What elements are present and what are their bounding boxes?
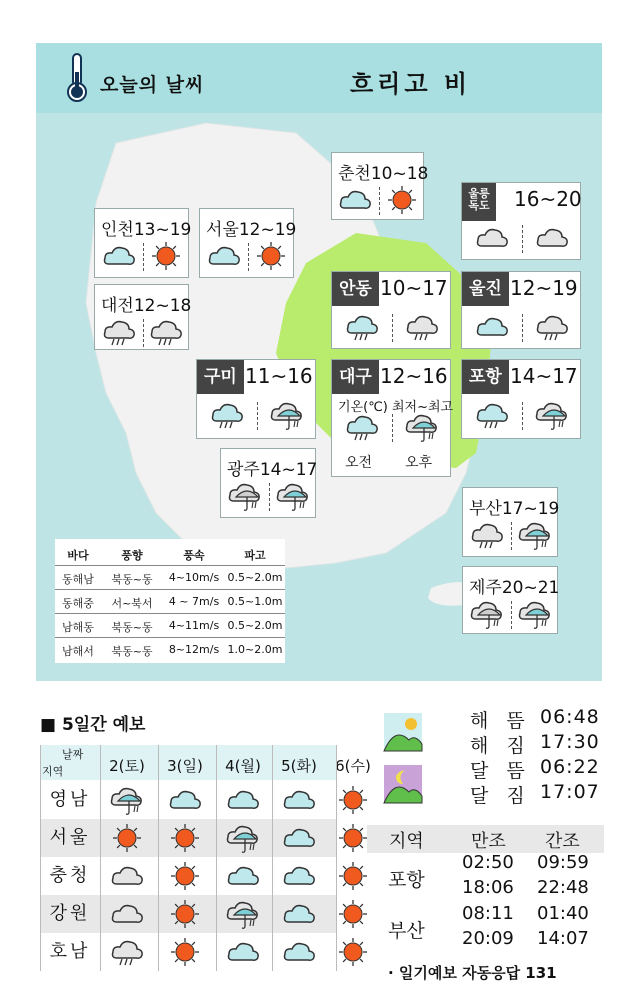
cloud-rain-gray-icon [102,317,136,347]
umbrella-icon [518,599,552,629]
city-card-pohang [461,359,581,439]
tide-header-cell: 지역 [389,831,424,852]
divider [392,314,393,342]
astro-time: 17:30 [540,731,600,753]
cloud-rain-gray-icon [110,937,144,967]
city-card-busan [462,487,558,557]
region-name: 충청 [49,865,91,886]
umbrella-icon [535,400,569,430]
forecast-day: 3(일) [167,757,203,775]
forecast-row [40,819,336,857]
cloud-rain-icon [345,312,379,342]
forecast-row [40,781,336,819]
umbrella-icon [405,412,439,442]
city-name-temp [206,215,296,240]
cloud-icon [475,312,509,342]
page-title: 오늘의 날씨 [100,74,205,96]
divider [269,483,270,511]
sea-cell: 1.0~2.0m [227,643,283,656]
sea-header-cell: 풍속 [183,549,205,562]
city-name: 부산 [469,499,502,519]
sea-cell: 남해서 [62,645,94,658]
city-card-gwangju [220,448,316,518]
sun-icon [168,861,202,891]
umbrella-icon [276,481,310,511]
cloud-rain-gray-icon [470,520,504,550]
city-temp: 12~18 [133,296,192,316]
astro-label: 달 짐 [470,785,531,807]
sea-cell: 4 ~ 7m/s [168,595,220,608]
sun-icon [110,823,144,853]
sea-header-cell: 파고 [244,549,266,562]
city-temp: 14~17 [510,364,578,388]
tide-region: 포항 [388,869,425,891]
astro-time: 17:07 [540,781,600,803]
cloud-gray-icon [110,861,144,891]
tide-high: 02:50 [462,852,514,873]
region-name: 강원 [49,903,91,924]
sun-icon [168,823,202,853]
cloud-gray-icon [110,899,144,929]
grid-line [216,745,217,971]
sea-cell: 북동~동 [111,621,153,634]
sea-cell: 0.5~2.0m [227,571,283,584]
city-card-daegu [331,359,454,477]
city-temp: 12~19 [238,220,297,240]
divider [511,522,512,550]
divider [379,187,380,215]
cloud-icon [282,937,316,967]
city-card-gumi [196,359,316,439]
sea-cell: 남해동 [62,621,94,634]
city-name-temp [101,215,191,240]
city-card-uljin [461,271,581,349]
tide-high: 18:06 [462,877,514,898]
city-name-label: 포항 [462,360,509,394]
city-name: 제주 [469,578,502,598]
city-temp: 12~19 [510,276,578,300]
city-temp: 16~20 [514,187,582,211]
city-temp: 10~17 [380,276,448,300]
cloud-icon [226,861,260,891]
forecast-title: ■ 5일간 예보 [40,715,146,735]
cloud-rain-icon [345,412,379,442]
city-card-daejeon [94,284,192,350]
astro-label: 달 뜸 [470,760,531,782]
sea-row-divider [55,637,285,638]
divider [143,319,144,347]
footer-hotline: · 일기예보 자동응답 131 [388,964,557,982]
sea-cell: 4~11m/s [168,619,220,632]
umbrella-icon [226,823,260,853]
city-card-incheon [94,208,192,278]
tide-header-cell: 간조 [545,831,580,852]
divider [522,402,523,430]
umbrella-icon [226,899,260,929]
cloud-gray-icon [535,223,569,253]
tide-low: 09:59 [537,852,589,873]
city-name: 서울 [206,220,239,240]
cloud-icon [338,185,372,215]
grid-line [158,745,159,971]
sea-cell: 0.5~2.0m [227,619,283,632]
city-temp: 11~16 [245,364,313,388]
sea-row-divider [55,613,285,614]
sea-row-divider [55,565,285,566]
thermometer-icon [64,52,90,104]
cloud-rain-gray-icon [535,312,569,342]
forecast-day: 5(화) [281,757,317,775]
sea-row-divider [55,589,285,590]
region-name: 서울 [49,827,91,848]
cloud-icon [282,899,316,929]
sea-cell: 8~12m/s [168,643,220,656]
sun-icon [336,823,370,853]
sun-icon [254,241,288,271]
cloud-icon [226,937,260,967]
sea-table [55,539,285,663]
city-card-ulleung [461,182,581,260]
forecast-row [40,933,336,971]
sea-cell: 0.5~1.0m [227,595,283,608]
divider [522,314,523,342]
forecast-day: 2(토) [109,757,145,775]
sea-cell: 북동~동 [111,573,153,586]
sun-icon [336,861,370,891]
pm-label: 오후 [405,455,433,471]
city-card-andong [331,271,451,349]
city-name-temp [469,573,559,598]
grid-line [336,745,337,971]
umbrella-gray-icon [470,599,504,629]
city-temp: 12~16 [380,364,448,388]
astro-time: 06:22 [540,756,600,778]
city-name: 춘천 [338,164,371,184]
divider [392,414,393,442]
sea-cell: 4~10m/s [168,571,220,584]
corner-date-label: 날짜 [62,748,84,761]
sun-icon [168,937,202,967]
city-name: 광주 [227,460,260,480]
city-name-label: 울릉 독도 [462,183,496,221]
divider [257,402,258,430]
sun-icon [336,937,370,967]
sea-cell: 북동~동 [111,645,153,658]
forecast-row [40,895,336,933]
tide-low: 01:40 [537,903,589,924]
umbrella-icon [518,520,552,550]
cloud-icon [282,785,316,815]
tide-low: 14:07 [537,928,589,949]
city-name-temp [338,159,428,184]
astro-label: 해 짐 [470,735,531,757]
cloud-rain-gray-icon [149,317,183,347]
city-temp: 14~17 [259,460,318,480]
city-name-temp [227,455,317,480]
sea-header-cell: 바다 [67,549,89,562]
cloud-gray-icon [475,223,509,253]
sun-icon [168,899,202,929]
divider [143,243,144,271]
sun-hill-icon [383,712,423,756]
sun-icon [149,241,183,271]
forecast-day: 6(수) [335,757,371,775]
city-name-label: 안동 [332,272,379,306]
cloud-rain-gray-icon [405,312,439,342]
city-name-label: 대구 [332,360,379,394]
city-name-temp [469,494,559,519]
cloud-icon [102,241,136,271]
region-name: 호남 [49,941,91,962]
city-temp: 20~21 [501,578,560,598]
city-name: 인천 [101,220,134,240]
cloud-rain-icon [475,400,509,430]
city-temp: 10~18 [370,164,429,184]
region-name: 영남 [49,789,91,810]
divider [248,243,249,271]
weather-summary: 흐리고 비 [350,70,472,98]
city-card-chuncheon [331,152,429,220]
sun-icon [385,185,419,215]
temp-legend: 기온(℃) 최저~최고 [338,400,454,415]
grid-line [40,745,41,971]
cloud-rain-icon [210,400,244,430]
tide-high: 20:09 [462,928,514,949]
umbrella-icon [270,400,304,430]
sun-icon [336,785,370,815]
sun-icon [336,899,370,929]
city-name: 대전 [101,296,134,316]
tide-high: 08:11 [462,903,514,924]
cloud-icon [282,823,316,853]
tide-header-cell: 만조 [471,831,506,852]
cloud-icon [207,241,241,271]
moon-hill-icon [383,764,423,808]
umbrella-gray-icon [228,481,262,511]
am-label: 오전 [345,455,373,471]
umbrella-icon [110,785,144,815]
grid-line [100,745,101,971]
city-name-label: 구미 [197,360,244,394]
city-name-temp [101,291,191,316]
corner-region-label: 지역 [42,765,64,778]
astro-label: 해 뜸 [470,710,531,732]
sea-cell: 동해중 [62,597,94,610]
sea-cell: 동해남 [62,573,94,586]
city-card-seoul [199,208,297,278]
city-temp: 17~19 [501,499,560,519]
cloud-icon [282,861,316,891]
sea-cell: 서~북서 [111,597,153,610]
tide-low: 22:48 [537,877,589,898]
forecast-day: 4(월) [225,757,261,775]
tide-region: 부산 [388,920,425,942]
divider [522,225,523,253]
city-name-label: 울진 [462,272,509,306]
sea-header-cell: 풍향 [121,549,143,562]
cloud-icon [226,785,260,815]
cloud-icon [168,785,202,815]
forecast-row [40,857,336,895]
grid-line [272,745,273,971]
astro-time: 06:48 [540,706,600,728]
divider [511,601,512,629]
city-card-jeju [462,566,558,634]
city-temp: 13~19 [133,220,192,240]
